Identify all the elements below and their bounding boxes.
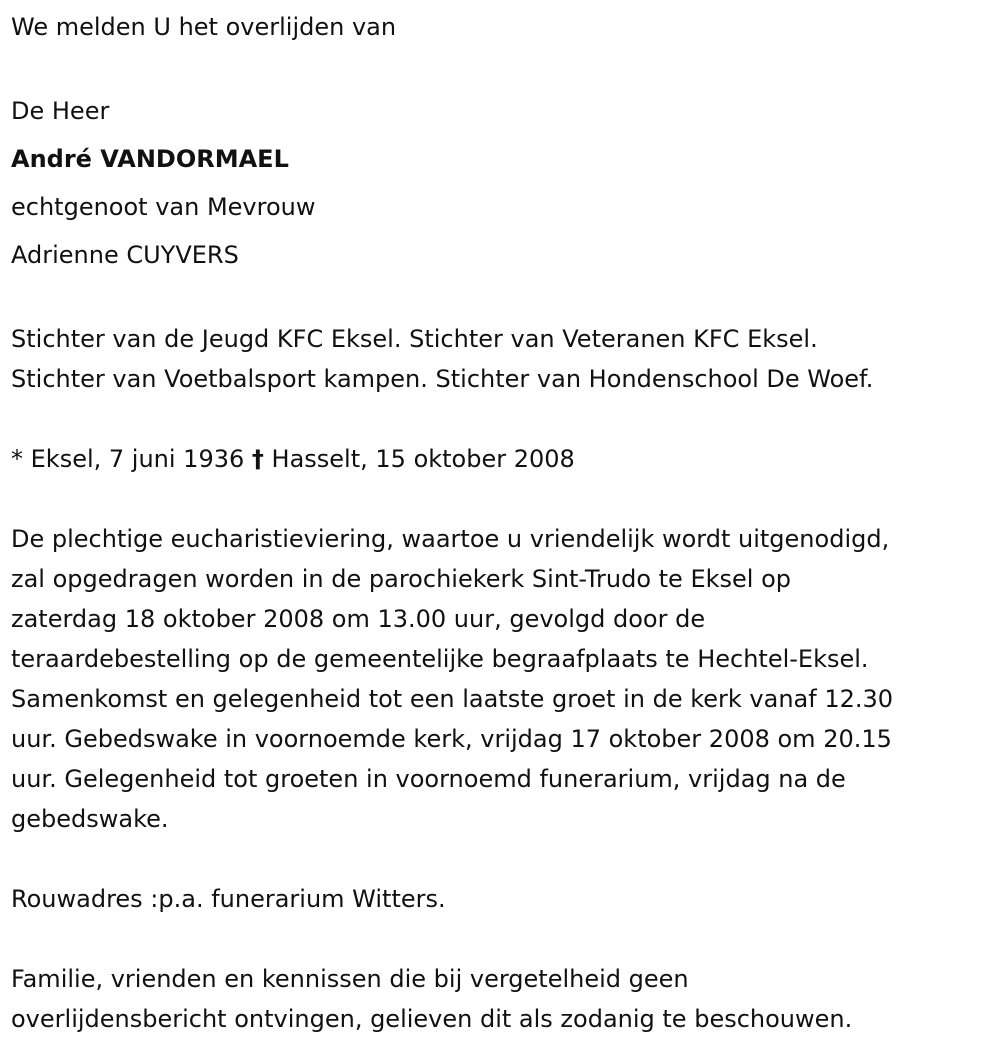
ceremony-line: zal opgedragen worden in de parochiekerk Sint-Trudo te Eksel op	[11, 565, 791, 593]
spacer	[11, 279, 996, 319]
closing-paragraph	[11, 959, 996, 1039]
mourning-address: Rouwadres :p.a. funerarium Witters.	[11, 885, 446, 913]
cross-icon: †	[251, 445, 264, 473]
spacer	[11, 479, 996, 519]
life-dates	[11, 439, 996, 479]
spouse-intro: echtgenoot van Mevrouw	[11, 193, 316, 221]
founder-paragraph	[11, 319, 996, 399]
spacer	[11, 839, 996, 879]
founder-line: Stichter van Voetbalsport kampen. Stichter van Hondenschool De Woef.	[11, 365, 874, 393]
spacer	[11, 399, 996, 439]
founder-line: Stichter van de Jeugd KFC Eksel. Stichter van Veteranen KFC Eksel.	[11, 325, 818, 353]
birth-info: * Eksel, 7 juni 1936	[11, 445, 245, 473]
deceased-name: André VANDORMAEL	[11, 145, 289, 173]
spouse-name: Adrienne CUYVERS	[11, 241, 239, 269]
ceremony-paragraph	[11, 519, 996, 839]
ceremony-line: uur. Gelegenheid tot groeten in voornoemd funerarium, vrijdag na de	[11, 765, 846, 793]
ceremony-line: gebedswake.	[11, 805, 169, 833]
ceremony-line: zaterdag 18 oktober 2008 om 13.00 uur, gevolgd door de	[11, 605, 706, 633]
spacer	[11, 47, 996, 87]
intro-text: We melden U het overlijden van	[11, 13, 397, 41]
death-info: Hasselt, 15 oktober 2008	[271, 445, 575, 473]
deceased-block	[11, 87, 996, 279]
obituary-notice	[11, 7, 996, 1039]
ceremony-line: teraardebestelling op de gemeentelijke begraafplaats te Hechtel-Eksel.	[11, 645, 869, 673]
honorific: De Heer	[11, 97, 110, 125]
spacer	[11, 919, 996, 959]
ceremony-line: Samenkomst en gelegenheid tot een laatste groet in de kerk vanaf 12.30	[11, 685, 894, 713]
ceremony-line: uur. Gebedswake in voornoemde kerk, vrijdag 17 oktober 2008 om 20.15	[11, 725, 892, 753]
ceremony-line: De plechtige eucharistieviering, waartoe u vriendelijk wordt uitgenodigd,	[11, 525, 890, 553]
closing-line: Familie, vrienden en kennissen die bij vergetelheid geen	[11, 965, 689, 993]
closing-line: overlijdensbericht ontvingen, gelieven dit als zodanig te beschouwen.	[11, 1005, 853, 1033]
